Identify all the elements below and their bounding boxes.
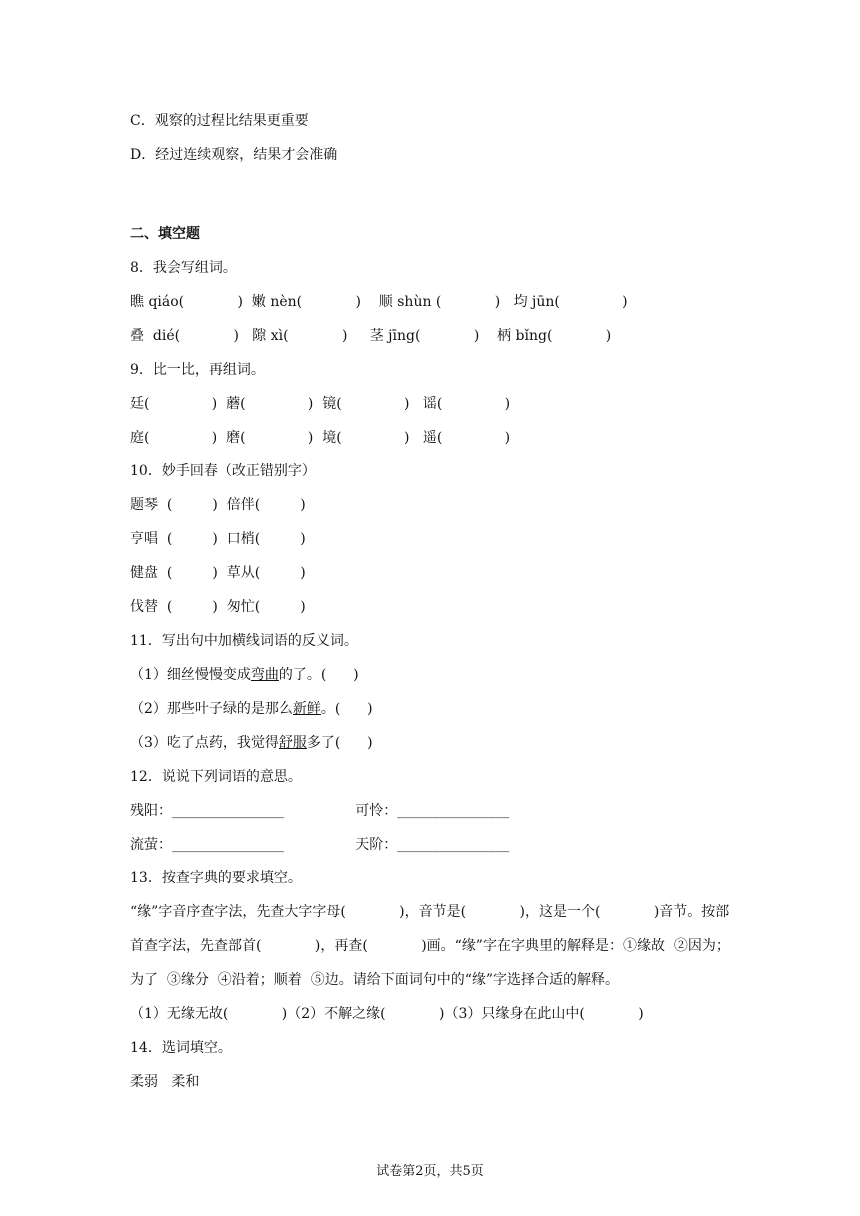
sentence-text: （3）吃了点药，我觉得 [130,735,279,751]
q10-row: 亨唱 ( ) 口梢( ) [130,531,306,547]
q8-title: 8．我会写组词。 [130,260,237,276]
underlined-word: 舒服 [278,735,307,751]
q12-row-2: 流萤：________________ 天阶：________________ [130,837,510,853]
q12-row-1: 残阳：________________ 可怜：________________ [130,803,510,819]
sentence-blank: 。( ) [320,701,373,717]
q13-title: 13．按查字典的要求填空。 [130,870,302,886]
q8-row-2: 叠 dié( ) 隙 xì( ) 茎 jīng( ) 柄 bǐng( ) [130,328,612,344]
q14-title: 14．选词填空。 [130,1040,232,1056]
q10-row: 题琴 ( ) 倍伴( ) [130,497,306,513]
q12-title: 12．说说下列词语的意思。 [130,769,302,785]
section-title: 二、填空题 [130,226,200,242]
q10-row: 健盘 ( ) 草从( ) [130,565,306,581]
sentence-text: （2）那些叶子绿的是那么 [130,701,293,717]
option-d: D．经过连续观察，结果才会准确 [130,147,338,163]
q13-paragraph-3: 为了 ③缘分 ④沿着；顺着 ⑤边。请给下面词句中的“缘”字选择合适的解释。 [130,972,620,988]
q11-sentence-1 [130,665,359,685]
page-footer: 试卷第2页，共5页 [376,1164,484,1179]
q14-words: 柔弱 柔和 [130,1074,200,1090]
q10-row: 伐替 ( ) 匆忙( ) [130,599,306,615]
q13-paragraph-1: “缘”字音序查字法，先查大字字母( )，音节是( )，这是一个( )音节。按部 [130,904,730,920]
q9-title: 9．比一比，再组词。 [130,362,265,378]
q10-title: 10．妙手回春（改正错别字） [130,463,316,479]
option-c: C．观察的过程比结果更重要 [130,113,309,129]
underlined-word: 新鲜 [292,701,321,717]
sentence-text: （1）细丝慢慢变成 [130,667,251,683]
q13-paragraph-2: 首查字法，先查部首( )，再查( )画。“缘”字在字典里的解释是：①缘故 ②因为； [130,938,730,954]
sentence-blank: 的了。( ) [278,667,359,683]
q9-row-2: 庭( ) 磨( ) 境( ) 遥( ) [130,430,511,446]
q13-paragraph-4: （1）无缘无故( )（2）不解之缘( )（3）只缘身在此山中( ) [130,1006,644,1022]
q11-sentence-2 [130,699,373,719]
q8-row-1: 瞧 qiáo( ) 嫩 nèn( ) 顺 shùn ( ) 均 jūn( ) [130,294,628,310]
q9-row-1: 廷( ) 蘑( ) 镜( ) 谣( ) [130,396,511,412]
q11-sentence-3 [130,733,373,753]
underlined-word: 弯曲 [250,667,279,683]
q11-title: 11．写出句中加横线词语的反义词。 [130,633,358,649]
sentence-blank: 多了( ) [306,735,373,751]
